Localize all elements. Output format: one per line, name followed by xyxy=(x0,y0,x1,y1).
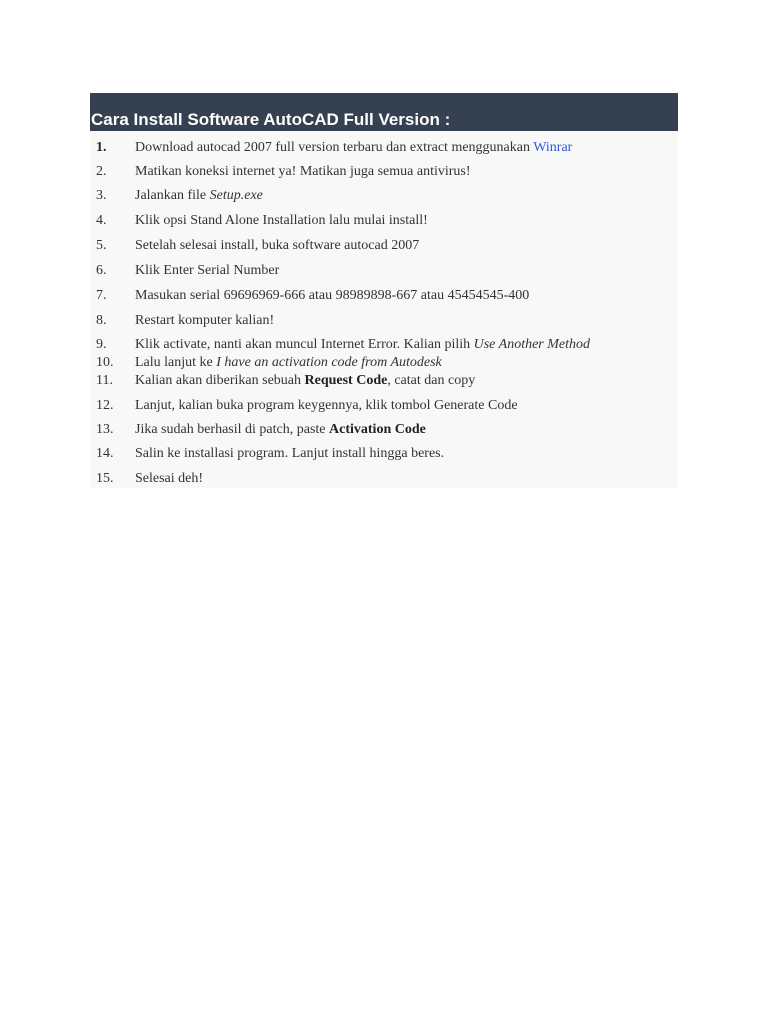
step-number: 6. xyxy=(96,263,107,278)
list-item xyxy=(90,262,678,280)
step-text: Matikan koneksi internet ya! Matikan juga semua antivirus! xyxy=(135,164,471,179)
article xyxy=(90,93,678,488)
list-item xyxy=(90,354,678,372)
filename-emphasis: Setup.exe xyxy=(209,188,263,203)
list-item xyxy=(90,372,678,390)
step-text: Jika sudah berhasil di patch, paste Activation Code xyxy=(135,422,426,437)
step-text: Kalian akan diberikan sebuah Request Code, catat dan copy xyxy=(135,373,476,388)
list-item xyxy=(90,163,678,181)
steps-list xyxy=(90,131,678,488)
list-item xyxy=(90,445,678,463)
step-number: 9. xyxy=(96,337,107,352)
step-number: 5. xyxy=(96,238,107,253)
step-text: Klik Enter Serial Number xyxy=(135,263,280,278)
step-number: 4. xyxy=(96,213,107,228)
step-number: 15. xyxy=(96,471,114,486)
list-item xyxy=(90,470,678,488)
step-number: 10. xyxy=(96,355,114,370)
step-text: Lalu lanjut ke I have an activation code from Autodesk xyxy=(135,355,442,370)
step-text: Restart komputer kalian! xyxy=(135,313,275,328)
page-title: Cara Install Software AutoCAD Full Version : xyxy=(91,110,451,129)
step-number: 8. xyxy=(96,313,107,328)
list-item xyxy=(90,139,678,157)
step-text: Download autocad 2007 full version terbaru dan extract menggunakan Winrar xyxy=(135,140,573,155)
step-text: Salin ke installasi program. Lanjut install hingga beres. xyxy=(135,446,445,461)
step-number: 12. xyxy=(96,398,114,413)
activation-code-emphasis: Activation Code xyxy=(329,422,426,437)
step-text: Lanjut, kalian buka program keygennya, klik tombol Generate Code xyxy=(135,398,518,413)
list-item xyxy=(90,397,678,415)
step-number: 3. xyxy=(96,188,107,203)
step-text: Klik opsi Stand Alone Installation lalu mulai install! xyxy=(135,213,428,228)
list-item xyxy=(90,237,678,255)
list-item xyxy=(90,187,678,205)
method-emphasis: Use Another Method xyxy=(473,337,591,352)
list-item xyxy=(90,287,678,305)
step-number: 2. xyxy=(96,164,107,179)
step-number: 11. xyxy=(96,373,113,388)
request-code-emphasis: Request Code xyxy=(304,373,388,388)
step-text: Klik activate, nanti akan muncul Internet Error. Kalian pilih Use Another Method xyxy=(135,337,591,352)
step-number: 13. xyxy=(96,422,114,437)
step-text: Setelah selesai install, buka software autocad 2007 xyxy=(135,238,420,253)
step-text: Jalankan file Setup.exe xyxy=(135,188,263,203)
list-item xyxy=(90,421,678,439)
step-text: Selesai deh! xyxy=(135,471,204,486)
winrar-link[interactable]: Winrar xyxy=(533,140,573,155)
option-emphasis: I have an activation code from Autodesk xyxy=(216,355,442,370)
list-item xyxy=(90,312,678,330)
list-item xyxy=(90,336,678,354)
step-number: 7. xyxy=(96,288,107,303)
step-number: 14. xyxy=(96,446,114,461)
step-number: 1. xyxy=(96,140,107,155)
title-bar xyxy=(90,93,678,131)
list-item xyxy=(90,212,678,230)
step-text: Masukan serial 69696969-666 atau 98989898-667 atau 45454545-400 xyxy=(135,288,530,303)
